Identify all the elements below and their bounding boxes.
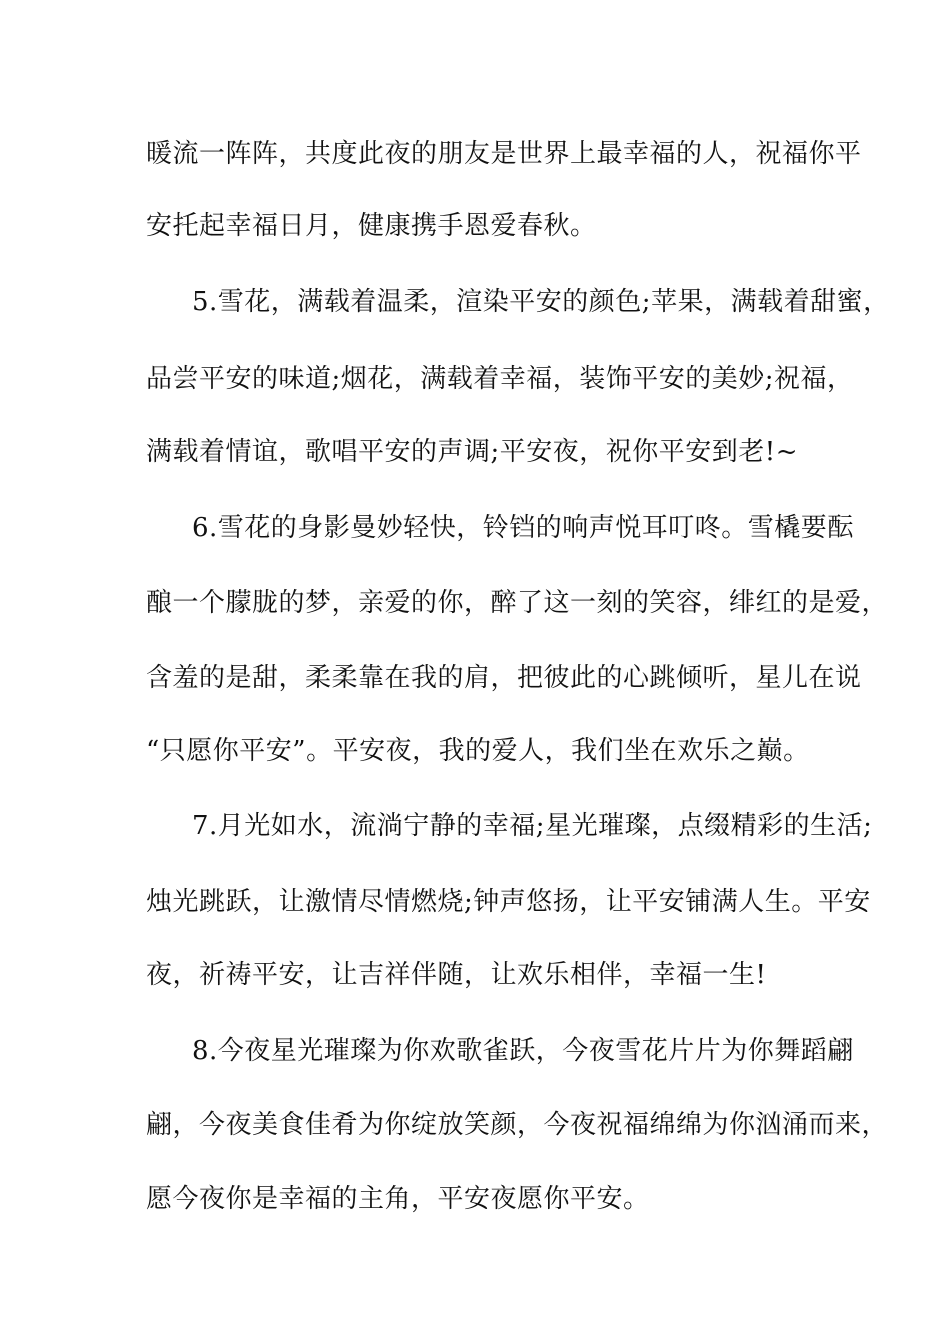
paragraph-8-start: 8.今夜星光璀璨为你欢歌雀跃，今夜雪花片片为你舞蹈翩 [192, 1036, 854, 1066]
paragraph-6-start: 6.雪花的身影曼妙轻快，铃铛的响声悦耳叮咚。雪橇要酝 [192, 513, 854, 543]
paragraph-5-start: 5.雪花，满载着温柔，渲染平安的颜色;苹果，满载着甜蜜， [192, 287, 890, 317]
text-line-14: 翩，今夜美食佳肴为你绽放笑颜，今夜祝福绵绵为你汹涌而来， [146, 1110, 889, 1140]
paragraph-7-start: 7.月光如水，流淌宁静的幸福;星光璀璨，点缀精彩的生活; [192, 811, 873, 841]
text-line-12: 夜，祈祷平安，让吉祥伴随，让欢乐相伴，幸福一生! [146, 960, 767, 990]
text-line-7: 酿一个朦胧的梦，亲爱的你，醉了这一刻的笑容，绯红的是爱， [146, 588, 889, 618]
text-line-4: 品尝平安的味道;烟花，满载着幸福，装饰平安的美妙;祝福， [146, 364, 854, 394]
text-line-15: 愿今夜你是幸福的主角，平安夜愿你平安。 [146, 1184, 650, 1214]
text-line-2: 安托起幸福日月，健康携手恩爱春秋。 [146, 211, 597, 241]
text-line-8: 含羞的是甜，柔柔靠在我的肩，把彼此的心跳倾听，星儿在说 [146, 663, 862, 693]
text-line-5: 满载着情谊，歌唱平安的声调;平安夜，祝你平安到老!~ [146, 437, 798, 467]
text-line-1: 暖流一阵阵，共度此夜的朋友是世界上最幸福的人，祝福你平 [146, 139, 862, 169]
text-line-11: 烛光跳跃，让激情尽情燃烧;钟声悠扬，让平安铺满人生。平安 [146, 887, 871, 917]
text-line-9: “只愿你平安”。平安夜，我的爱人，我们坐在欢乐之巅。 [146, 736, 810, 766]
